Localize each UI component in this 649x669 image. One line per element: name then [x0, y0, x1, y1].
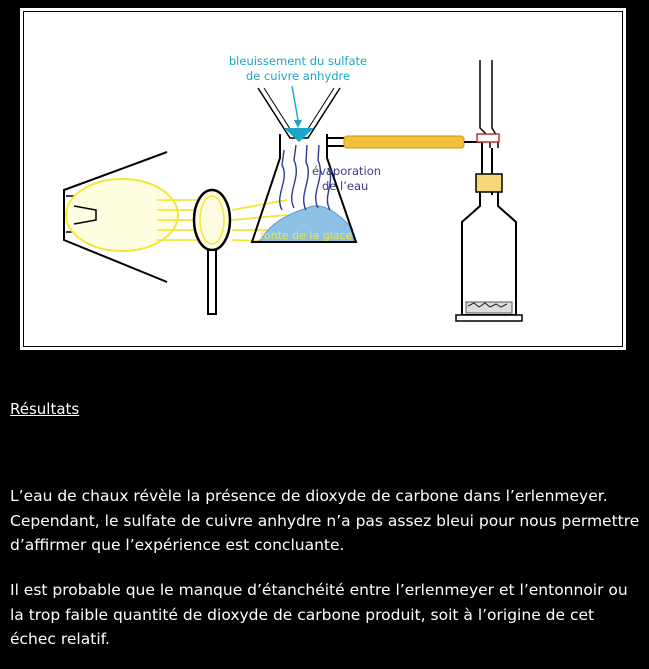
label-blue-line-1: bleuissement du sulfate: [228, 54, 368, 68]
label-evap: [312, 164, 381, 193]
results-paragraph-2: Il est probable que le manque d’étanchéité entre l’erlenmeyer et l’entonnoir ou la trop faible quantité de dioxyde de carbone produit, soit à l’origine de cet échec relatif.: [10, 581, 628, 648]
label-blue-line-2: de cuivre anhydre: [245, 69, 351, 83]
lamp: [64, 152, 178, 282]
label-evap-line-1: évaporation: [312, 164, 382, 178]
label-blue: [229, 54, 367, 128]
magnifying-glass-icon: [194, 190, 230, 314]
lime-water-bottle: [456, 60, 522, 321]
experiment-figure: [20, 8, 626, 350]
funnel: [258, 88, 340, 142]
experiment-diagram: [22, 10, 624, 348]
label-ice: fonte de la glace: [260, 229, 353, 242]
results-heading: Résultats: [10, 400, 80, 418]
label-evap-line-2: de l’eau: [322, 179, 369, 193]
results-paragraph-1: L’eau de chaux révèle la présence de dioxyde de carbone dans l’erlenmeyer. Cependant, le sulfate de cuivre anhydre n’a pas assez bleui pour nous permettre d’affirmer que l’expérience est concluante.: [10, 487, 640, 554]
